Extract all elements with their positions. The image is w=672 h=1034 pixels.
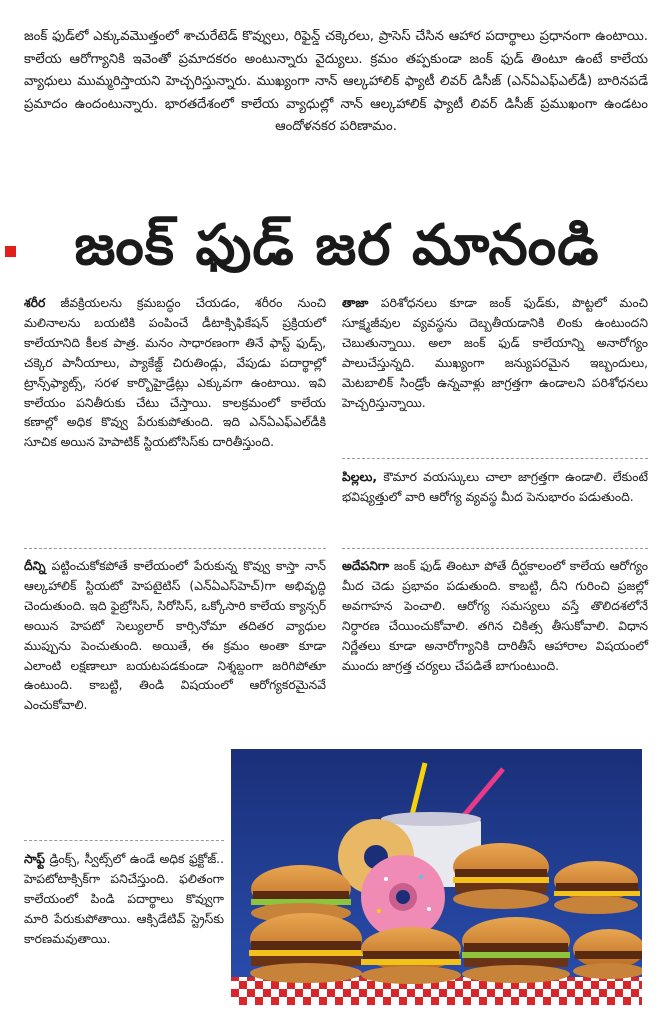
section-deenni: [24, 557, 326, 716]
section-taja-body: పరిశోధనలు కూడా జంక్ ఫుడ్‌కు, పొట్టలో మంచి సూక్ష్మజీవుల వ్యవస్థను దెబ్బతీయడానికి లింకు ఉంటుందని చెబుతున్నాయి. అలా జంక్ ఫుడ్ కాలేయాన్ని అనారోగ్యం పాలుచేస్తున్నది. ముఖ్యంగా జన్యుపరమైన ఇబ్బందులు, మెటబాలిక్ సిండ్రోం ఉన్నవాళ్లు జాగ్రత్తగా ఉండాలని పరిశోధనలు హెచ్చరిస్తున్నాయి.: [342, 296, 648, 410]
section-deenni-body: పట్టించుకోకపోతే కాలేయంలో పేరుకున్న కొవ్వు కాస్తా నాన్ ఆల్కహాలిక్ స్టియటో హెపటైటిస్ (ఎన్ఏఎస్‌హెచ్)గా అభివృద్ధి చెందుతుంది. ఇది ఫైబ్రోసిస్, సిరోసిస్, ఒక్కోసారి కాలేయ క్యాన్సర్ అయిన హెపటో సెల్యులార్ కార్సినోమా తదితర వ్యాధుల ముప్పును పెంచుతుంది. అయితే, ఈ క్రమం అంతా కూడా ఎలాంటి లక్షణాలూ బయటపడకుండా నిశ్శబ్దంగా జరిగిపోతూ ఉంటుంది. కాబట్టి, తిండి విషయంలో ఆరోగ్యకరమైనవే ఎంచుకోవాలి.: [24, 559, 326, 713]
section-sharira-lead: శరీర: [24, 296, 46, 310]
section-deenni-lead: దీన్ని: [24, 559, 46, 573]
section-soft-lead: సాఫ్ట్: [24, 852, 46, 866]
junk-food-illustration: [231, 749, 642, 1005]
section-sharira: [24, 294, 326, 453]
intro-paragraph: జంక్ ఫుడ్‌లో ఎక్కువమొత్తంలో శాచురేటెడ్ కొవ్వులు, రిఫైన్డ్ చక్కెరలు, ప్రాసెస్ చేసిన ఆహార పదార్థాలు ప్రధానంగా ఉంటాయి. కాలేయ ఆరోగ్యానికి ఇవెంతో ప్రమాదకరం అంటున్నారు వైద్యులు. క్రమం తప్పకుండా జంక్ ఫుడ్ తింటూ ఉంటే కాలేయ వ్యాధులు ముమ్మరిస్తాయని హెచ్చరిస్తున్నారు. ముఖ్యంగా నాన్ ఆల్కహాలిక్ ఫ్యాటీ లివర్ డిసీజ్ (ఎన్ఏఎఫ్ఎల్‌డీ) బారినపడే ప్రమాదం ఉందంటున్నారు. భారతదేశంలో కాలేయ వ్యాధుల్లో నాన్ ఆల్కహాలిక్ ఫ్యాటీ లివర్ డిసీజ్ ప్రముఖంగా ఉండటం ఆందోళనకర పరిణామం.: [24, 29, 648, 134]
section-pillalu-lead: పిల్లలు,: [342, 470, 378, 484]
headline: జంక్ ఫుడ్ జర మానండి: [74, 213, 600, 278]
section-taja-text: [342, 294, 648, 413]
section-pillalu-text: [342, 468, 648, 508]
junk-food-photo: [231, 749, 642, 1005]
section-sharira-body: జీవక్రియలను క్రమబద్ధం చేయడం, శరీరం నుంచి మలినాలను బయటికి పంపించే డీటాక్సిఫికేషన్ ప్రక్రియలో కాలేయానిది కీలక పాత్ర. మనం సాధారణంగా తినే ఫాస్ట్ ఫుడ్స్, చక్కెర పానీయాలు, ప్యాకేజ్డ్ చిరుతిండ్లు, వేపుడు పదార్థాల్లో ట్రాన్స్‌ఫ్యాట్స్, సరళ కార్బొహైడ్రేట్లు ఎక్కువగా ఉంటాయి. ఇవి కాలేయం పనితీరుకు చేటు చేస్తాయి. కాలక్రమంలో కాలేయ కణాల్లో అధిక కొవ్వు పేరుకుపోతుంది. ఇది ఎన్ఏఎఫ్ఎల్‌డీకి సూచిక అయిన హెపాటిక్ స్టియటోసిస్‌కు దారితీస్తుంది.: [24, 296, 326, 450]
divider: [342, 458, 648, 459]
section-adepaniga-body: జంక్ ఫుడ్ తింటూ పోతే దీర్ఘకాలంలో కాలేయ ఆరోగ్యం మీద చెడు ప్రభావం పడుతుంది. కాబట్టి, దీని గురించి ప్రజల్లో అవగాహన పెంచాలి. ఆరోగ్య సమస్యలు వస్తే తొలిదశలోనే నిర్ధారణ చేయించుకోవాలి. తగిన చికిత్స తీసుకోవాలి. విధాన నిర్ణేతలు కూడా అనారోగ్యానికి దారితీసే ఆహారాల విషయంలో ముందు జాగ్రత్త చర్యలు చేపడితే బాగుంటుంది.: [342, 559, 648, 673]
section-adepaniga: [342, 557, 648, 676]
divider: [342, 548, 648, 549]
section-soft-body: డ్రింక్స్, స్వీట్స్‌లో ఉండే అధిక ఫ్రక్టోజ్.. హెపటోటాక్సిక్‌గా పనిచేస్తుంది. ఫలితంగా కాలేయంలో పిండి పదార్థాలు కొవ్వుగా మారి పేరుకుపోతాయి. ఆక్సిడేటివ్ స్ట్రెస్‌కు కారణమవుతాయి.: [24, 852, 224, 946]
section-sharira-text: [24, 294, 326, 453]
section-adepaniga-lead: అదేపనిగా: [342, 559, 390, 573]
section-adepaniga-text: [342, 557, 648, 676]
section-pillalu: [342, 468, 648, 508]
section-soft: [24, 850, 224, 950]
section-pillalu-body: కౌమార వయస్కులు చాలా జాగ్రత్తగా ఉండాలి. లేకుంటే భవిష్యత్తులో వారి ఆరోగ్య వ్యవస్థ మీద పెనుభారం పడుతుంది.: [342, 470, 648, 504]
section-taja-lead: తాజా: [342, 296, 369, 310]
section-deenni-text: [24, 557, 326, 716]
section-soft-text: [24, 850, 224, 950]
divider: [24, 548, 326, 549]
section-taja: [342, 294, 648, 413]
divider: [24, 840, 224, 841]
headline-marker: [5, 246, 16, 257]
